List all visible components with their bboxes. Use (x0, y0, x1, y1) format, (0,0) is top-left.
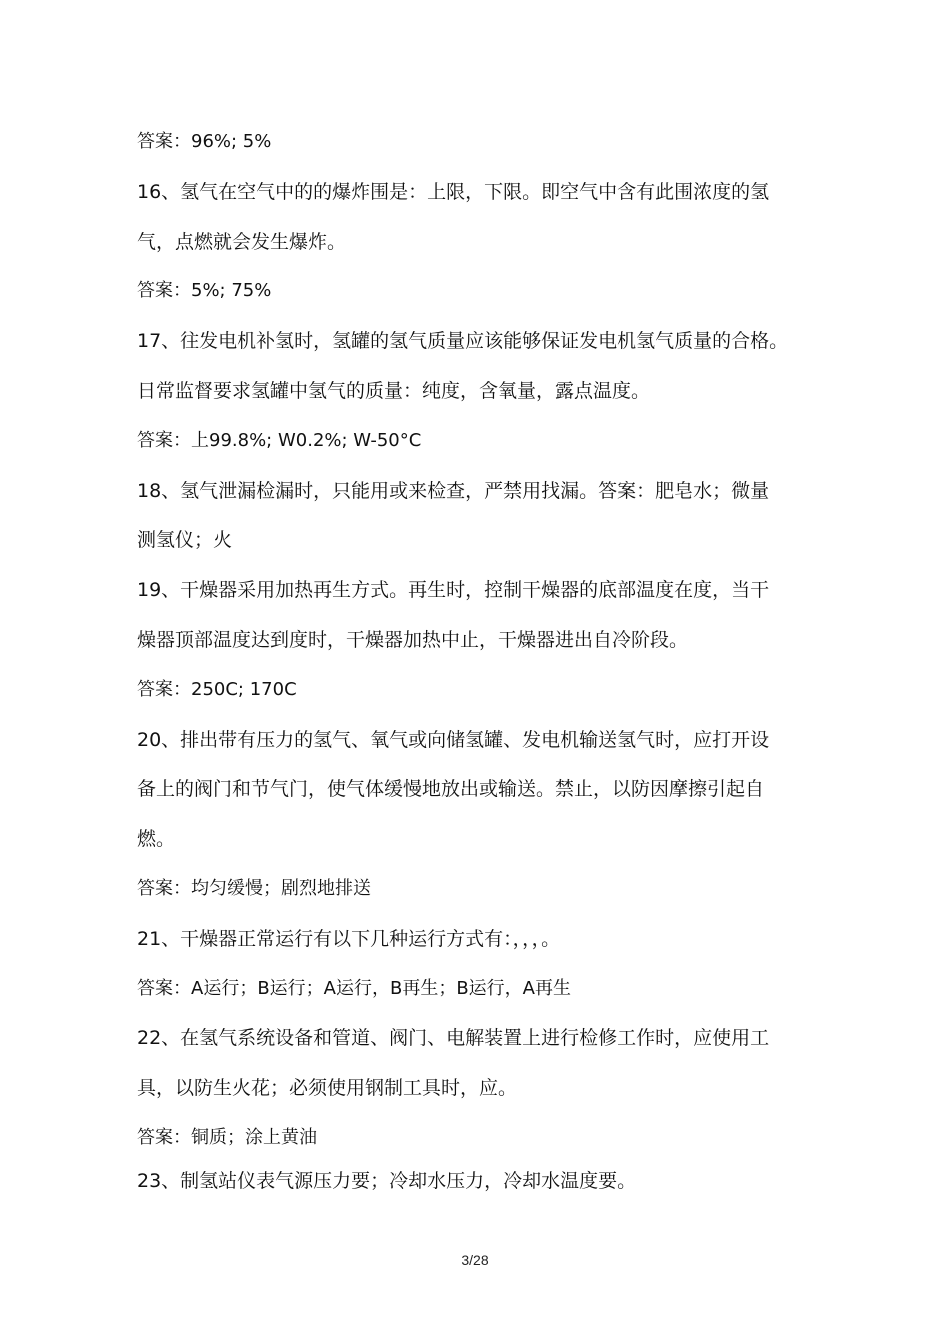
question-line: 具，以防生火花；必须使用钢制工具时，应。 (137, 1077, 518, 1099)
question-line: 燃。 (137, 828, 176, 850)
answer-line: 答案：96%; 5% (137, 131, 272, 152)
question-line: 17、往发电机补氢时，氢罐的氢气质量应该能够保证发电机氢气质量的合格。 (137, 330, 789, 352)
answer-line: 答案：均匀缓慢；剧烈地排送 (137, 878, 371, 899)
question-line: 23、制氢站仪表气源压力要；冷却水压力，冷却水温度要。 (137, 1170, 637, 1192)
question-line: 气，点燃就会发生爆炸。 (137, 231, 347, 253)
question-line: 18、氢气泄漏检漏时，只能用或来检查，严禁用找漏。答案：肥皂水；微量 (137, 480, 770, 502)
question-line: 测氢仪；火 (137, 529, 233, 551)
page-number: 3/28 (461, 1252, 489, 1268)
question-line: 20、排出带有压力的氢气、氧气或向储氢罐、发电机输送氢气时，应打开设 (137, 729, 770, 751)
answer-line: 答案：A运行；B运行；A运行，B再生；B运行，A再生 (137, 978, 571, 999)
question-line: 19、干燥器采用加热再生方式。再生时，控制干燥器的底部温度在度，当干 (137, 579, 770, 601)
question-line: 21、干燥器正常运行有以下几种运行方式有：，，，。 (137, 928, 561, 950)
question-line: 16、氢气在空气中的的爆炸围是：上限，下限。即空气中含有此围浓度的氢 (137, 181, 770, 203)
question-line: 燥器顶部温度达到度时，干燥器加热中止，干燥器进出自冷阶段。 (137, 629, 689, 651)
question-line: 22、在氢气系统设备和管道、阀门、电解装置上进行检修工作时，应使用工 (137, 1027, 770, 1049)
answer-line: 答案：上99.8%; W0.2%; W-50°C (137, 430, 422, 451)
answer-line: 答案：5%; 75% (137, 280, 272, 301)
question-line: 日常监督要求氢罐中氢气的质量：纯度，含氧量，露点温度。 (137, 380, 651, 402)
answer-line: 答案：铜质；涂上黄油 (137, 1127, 317, 1148)
answer-line: 答案：250C; 170C (137, 679, 297, 700)
question-line: 备上的阀门和节气门，使气体缓慢地放出或输送。禁止，以防因摩擦引起自 (137, 778, 765, 800)
